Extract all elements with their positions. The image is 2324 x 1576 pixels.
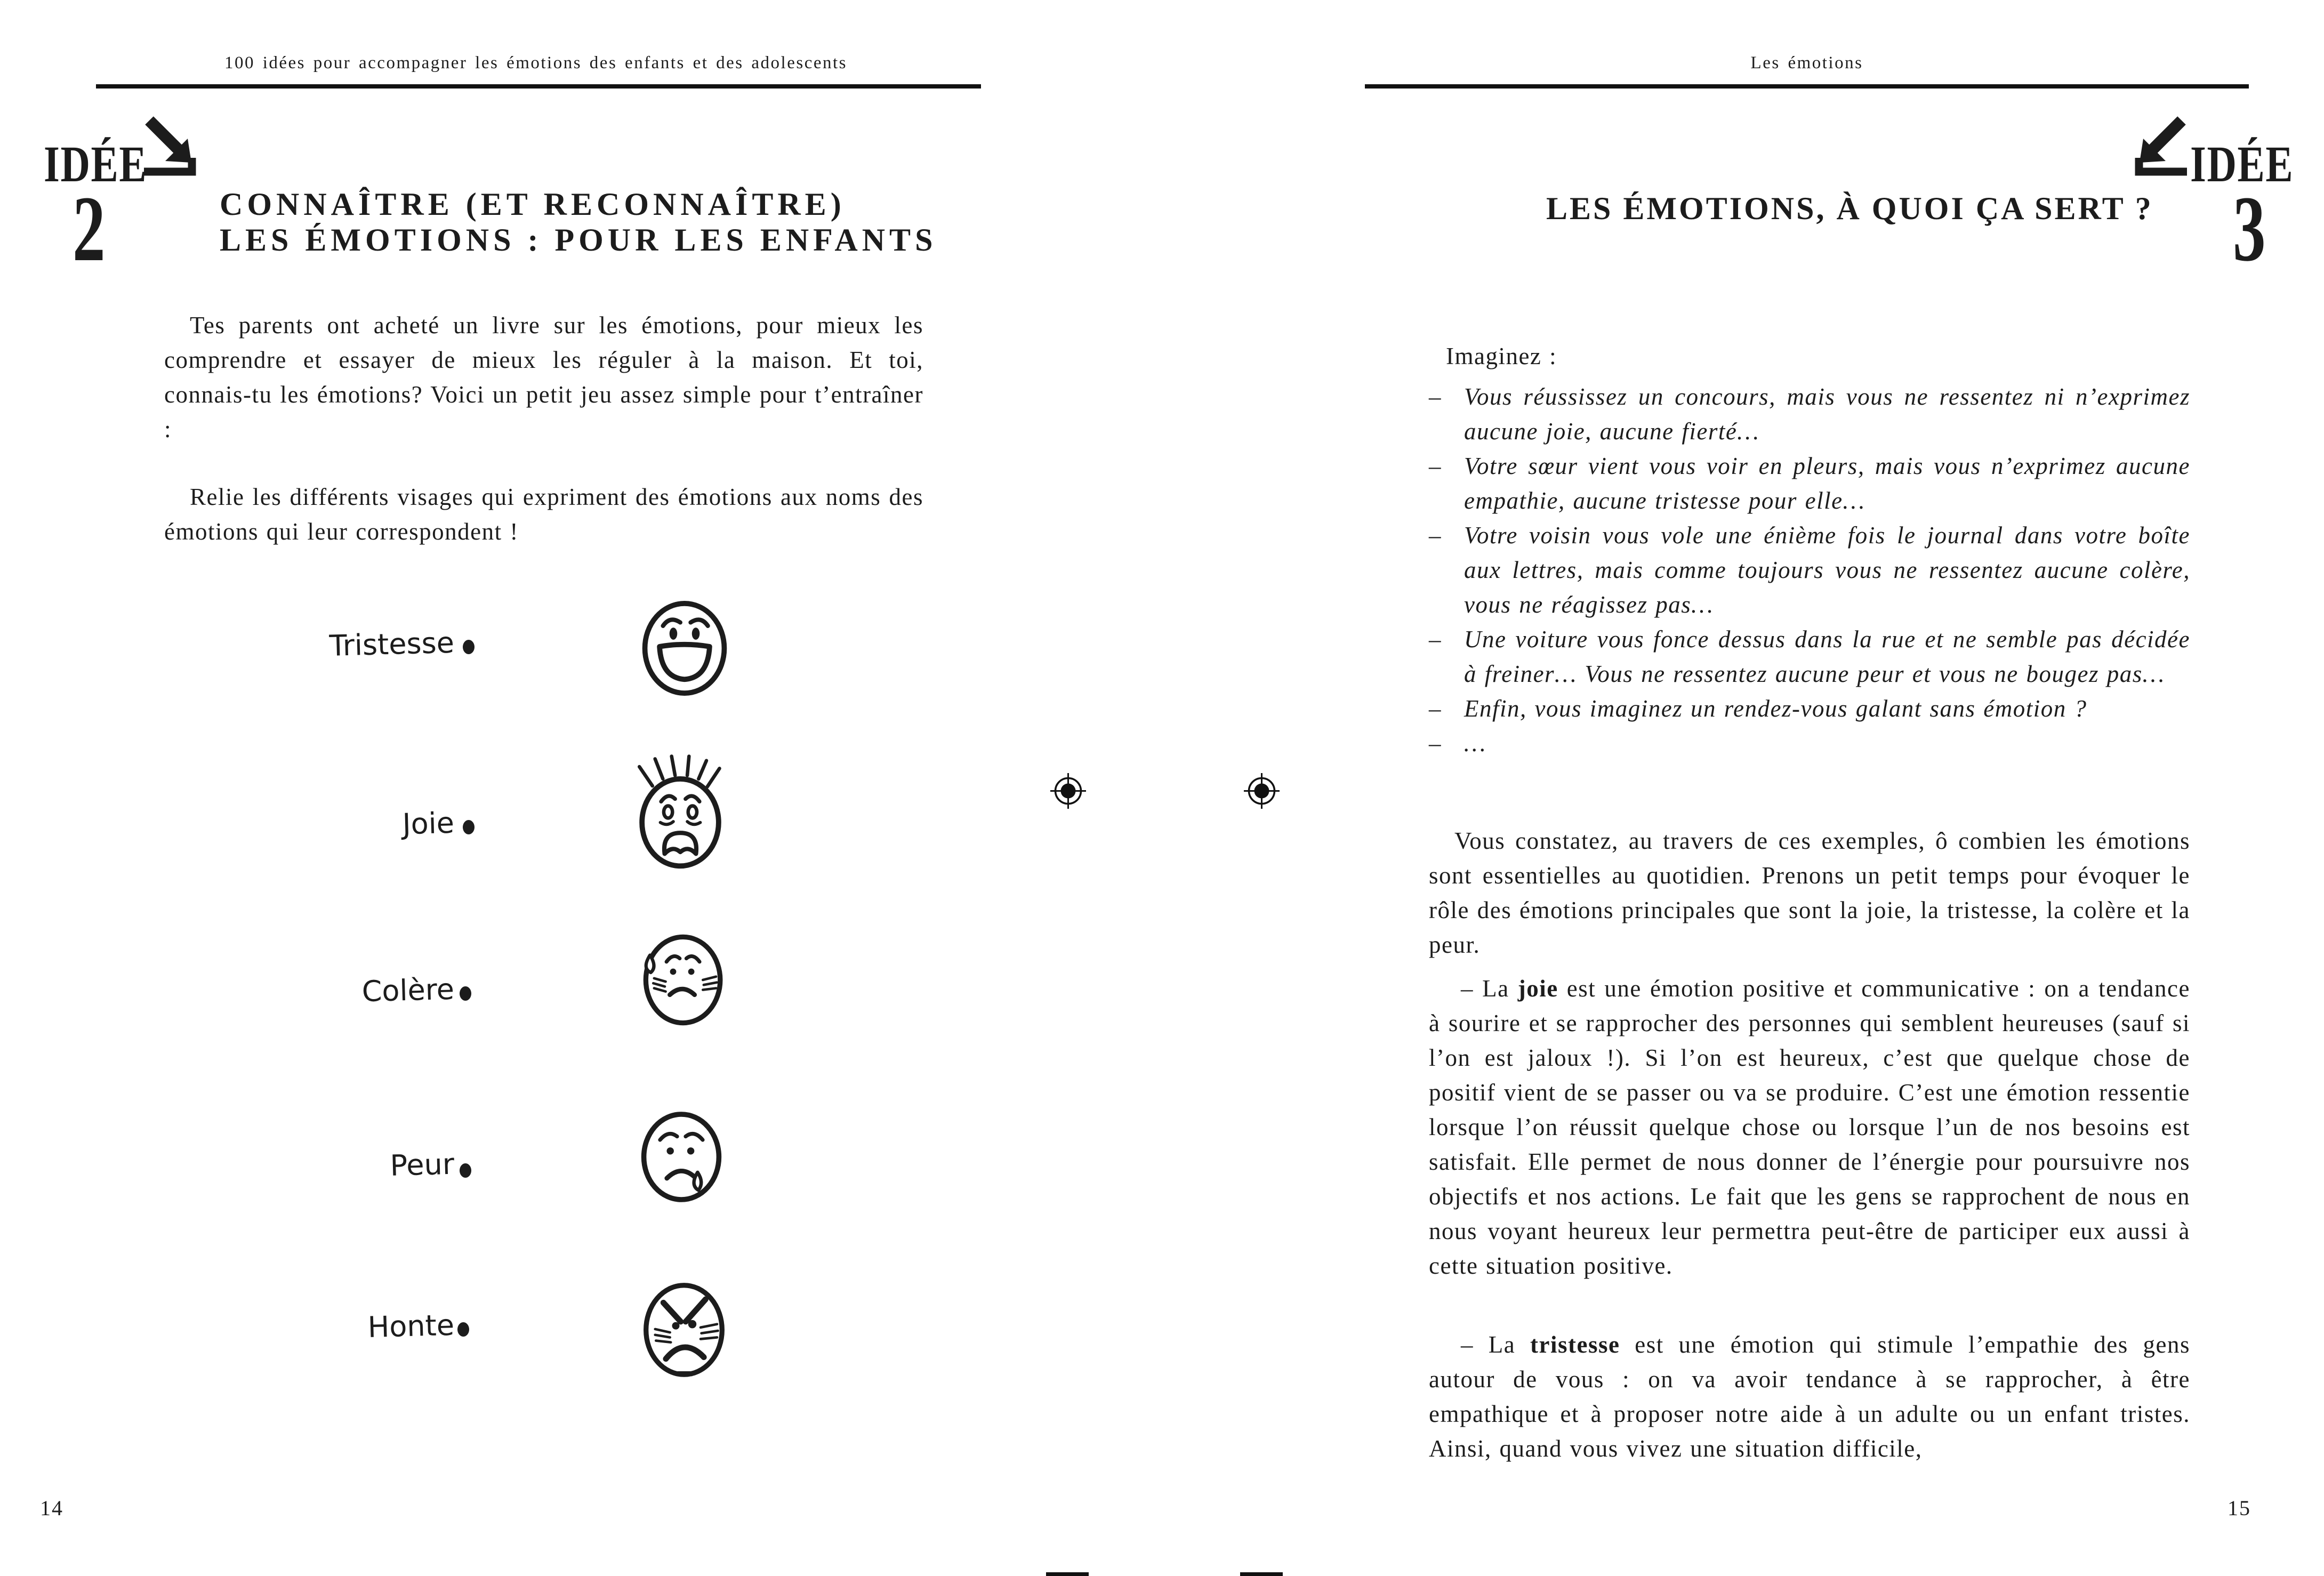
joie-rest: est une émotion positive et communicative : on a tendance à sourire et se rapprocher des personnes qui semblent heureuses (sauf si l’on est jaloux !). Si l’on est heureux, c’est que quelque chose de positif vient de se passer ou va se produire. C’est une émotion ressentie lorsque l’on réussit quelque chose ou lorsque l’un de nos besoins est satisfait. Elle permet de nous donner de l’énergie pour poursuivre nos objectifs et nos actions. Le fait que les gens se rapprochent de nous en nous voyant heureux leur permettra peut-être de participer eux aussi à cette situation positive. <box>1429 975 2191 1279</box>
left-page-number: 14 <box>40 1496 63 1520</box>
bullet-dash: – <box>1429 626 1442 653</box>
tristesse-paragraph <box>1429 1328 2190 1466</box>
left-paragraph-1: Tes parents ont acheté un livre sur les émotions, pour mieux les comprendre et essayer de mieux les réguler à la maison. Et toi, connais-tu les émotions? Voici un petit jeu assez simple pour t’entraîner : <box>164 312 923 443</box>
emotion-label-peur: Peur <box>389 1147 455 1183</box>
match-dot <box>457 1322 469 1337</box>
right-chapter-title: LES ÉMOTIONS, À QUOI ÇA SERT ? <box>1546 191 2153 226</box>
left-title-line1: CONNAÎTRE (ET RECONNAÎTRE) <box>220 187 846 222</box>
left-title-line2: LES ÉMOTIONS : POUR LES ENFANTS <box>220 222 937 258</box>
list-item <box>1429 726 2190 761</box>
bullet-dash: – <box>1429 383 1442 410</box>
left-paragraph-2: Relie les différents visages qui expriment des émotions aux noms des émotions qui leur correspondent ! <box>164 484 923 545</box>
left-chapter-title <box>220 187 937 258</box>
tristesse-prefix: – La <box>1461 1331 1531 1358</box>
joie-bold-word: joie <box>1517 975 1558 1002</box>
registration-mark-icon <box>1048 771 1088 811</box>
right-running-head: Les émotions <box>1750 53 1863 73</box>
bullet-dash: – <box>1429 522 1442 549</box>
list-item <box>1429 691 2190 726</box>
match-dot <box>460 1163 471 1178</box>
conclusion-paragraph: Vous constatez, au travers de ces exemples, ô combien les émotions sont essentielles au quotidien. Prenons un petit temps pour évoquer le rôle des émotions principales que sont la joie, la tristesse, la colère et la peur. <box>1429 827 2190 958</box>
match-dot <box>460 986 471 1001</box>
joie-paragraph <box>1429 971 2190 1283</box>
shame-face-icon <box>632 928 731 1032</box>
match-dot <box>463 640 475 654</box>
right-page-number: 15 <box>2227 1496 2251 1520</box>
bullet-dash: – <box>1429 453 1442 479</box>
left-header-rule <box>96 84 981 89</box>
emotion-label-joie: Joie <box>401 806 455 841</box>
bullet-text: Votre voisin vous vole une énième fois le journal dans votre boîte aux lettres, mais comme toujours vous ne ressentez aucune colère, vous ne réagissez pas… <box>1464 522 2190 618</box>
anger-face-icon <box>634 1274 734 1387</box>
left-running-head: 100 idées pour accompagner les émotions des enfants et des adolescents <box>224 53 848 73</box>
imaginez-line: Imaginez : <box>1446 343 1557 369</box>
tristesse-rest: est une émotion qui stimule l’empathie des gens autour de vous : on va avoir tendance à se rapprocher, à être empathique et à proposer notre aide à un adulte ou un enfant tristes. Ainsi, quand vous vivez une situation difficile, <box>1429 1331 2190 1462</box>
tristesse-bold-word: tristesse <box>1530 1331 1620 1358</box>
arrow-down-right-icon <box>140 116 210 179</box>
match-dot <box>463 820 475 834</box>
bullet-text: Enfin, vous imaginez un rendez-vous galant sans émotion ? <box>1464 695 2087 722</box>
bullet-dash: – <box>1429 730 1442 757</box>
crop-mark <box>1046 1572 1089 1576</box>
bullet-list <box>1429 380 2190 761</box>
sadness-face-icon <box>634 1104 728 1210</box>
fear-face-icon <box>628 754 733 870</box>
joie-prefix: – La <box>1461 975 1518 1002</box>
right-idea-number: 3 <box>2233 177 2266 281</box>
idea-word: IDÉE <box>44 135 148 192</box>
idea-word: IDÉE <box>2190 135 2294 192</box>
joy-face-icon <box>637 596 732 701</box>
registration-mark-icon <box>1242 771 1282 811</box>
bullet-text: Une voiture vous fonce dessus dans la rue et ne semble pas décidée à freiner… Vous ne ressentez aucune peur et vous ne bougez pas… <box>1464 626 2190 687</box>
bullet-text: Vous réussissez un concours, mais vous ne ressentez ni n’exprimez aucune joie, aucune fierté… <box>1464 383 2190 445</box>
left-idea-number: 2 <box>73 177 106 281</box>
arrow-down-left-icon <box>2121 116 2191 179</box>
list-item <box>1429 380 2190 449</box>
bullet-text: … <box>1464 730 1486 757</box>
crop-mark <box>1240 1572 1283 1576</box>
right-header-rule <box>1365 84 2249 89</box>
bullet-text: Votre sœur vient vous voir en pleurs, mais vous n’exprimez aucune empathie, aucune tristesse pour elle… <box>1464 453 2190 514</box>
list-item <box>1429 622 2190 691</box>
emotion-label-colere: Colère <box>361 972 455 1009</box>
list-item <box>1429 449 2190 518</box>
emotion-label-honte: Honte <box>367 1308 455 1344</box>
bullet-dash: – <box>1429 695 1442 722</box>
list-item <box>1429 518 2190 622</box>
emotion-label-tristesse: Tristesse <box>328 625 455 663</box>
